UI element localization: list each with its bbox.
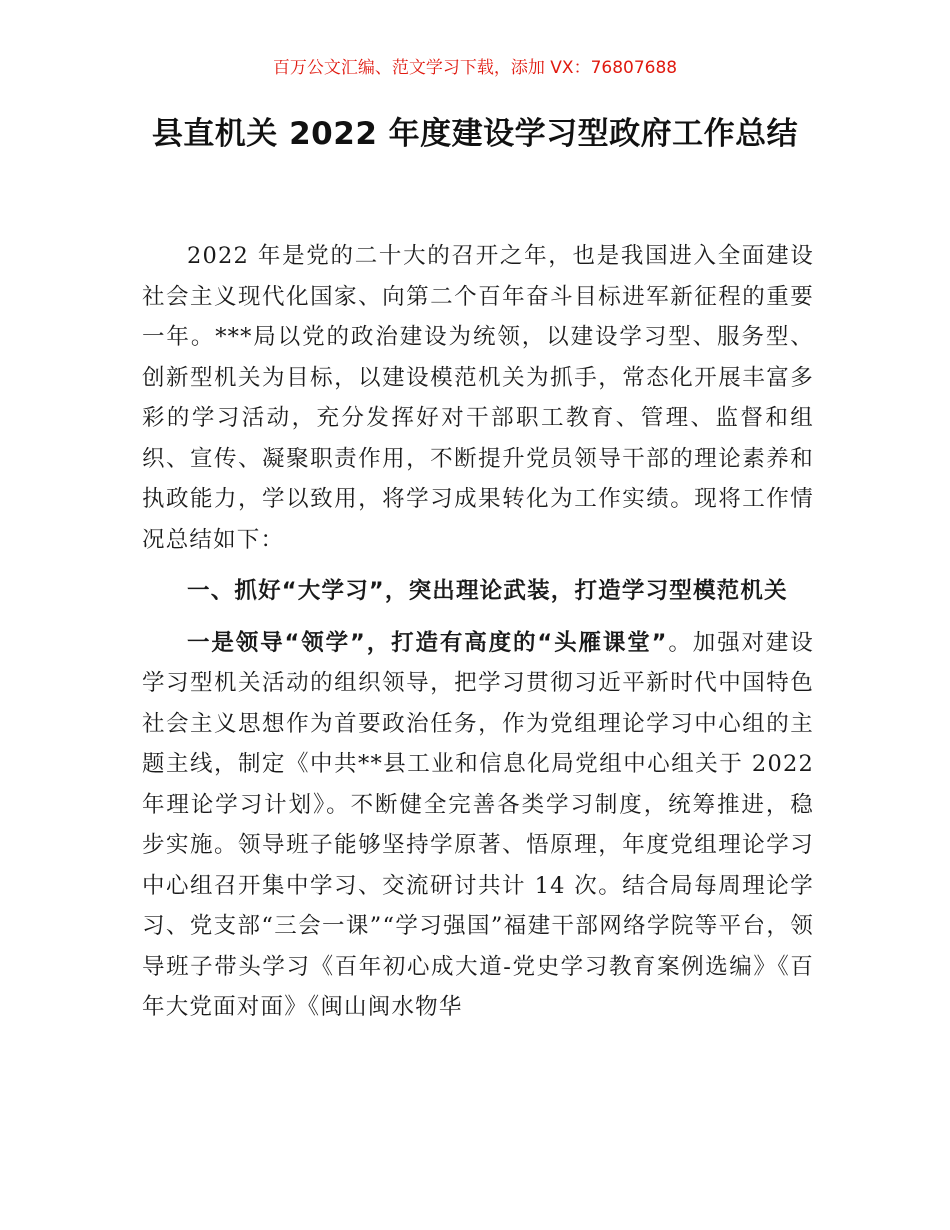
item-1-lead-in: 一是领导“领学”，打造有高度的“头雁课堂” bbox=[187, 629, 668, 656]
section-heading-1: 一、抓好“大学习”，突出理论武装，打造学习型模范机关 bbox=[187, 578, 788, 604]
item-1-body: 。加强对建设学习型机关活动的组织领导，把学习贯彻习近平新时代中国特色社会主义思想作为首要政治任务，作为党组理论学习中心组的主题主线，制定《中共**县工业和信息化局党组中心组关于 2022 年理论学习计划》。不断健全完善各类学习制度，统筹推进，稳步实施。领导班子能够坚持学原著、悟原理，年度党组理论学习中心组召开集中学习、交流研讨共计 14 次。结合局每周理论学习、党支部“三会一课”“学习强国”福建干部网络学院等平台，领导班子带头学习《百年初心成大道-党史学习教育案例选编》《百年大党面对面》《闽山闽水物华 bbox=[142, 629, 814, 1020]
page-title: 县直机关 2022 年度建设学习型政府工作总结 bbox=[151, 116, 799, 152]
document-body bbox=[142, 236, 814, 1028]
download-banner: 百万公文汇编、范文学习下载，添加 VX：76807688 bbox=[272, 58, 678, 78]
intro-paragraph: 2022 年是党的二十大的召开之年，也是我国进入全面建设社会主义现代化国家、向第二个百年奋斗目标进军新征程的重要一年。***局以党的政治建设为统领，以建设学习型、服务型、创新型机关为目标，以建设模范机关为抓手，常态化开展丰富多彩的学习活动，充分发挥好对干部职工教育、管理、监督和组织、宣传、凝聚职责作用，不断提升党员领导干部的理论素养和执政能力，学以致用，将学习成果转化为工作实绩。现将工作情况总结如下： bbox=[142, 243, 814, 553]
item-1-paragraph bbox=[142, 623, 814, 1028]
